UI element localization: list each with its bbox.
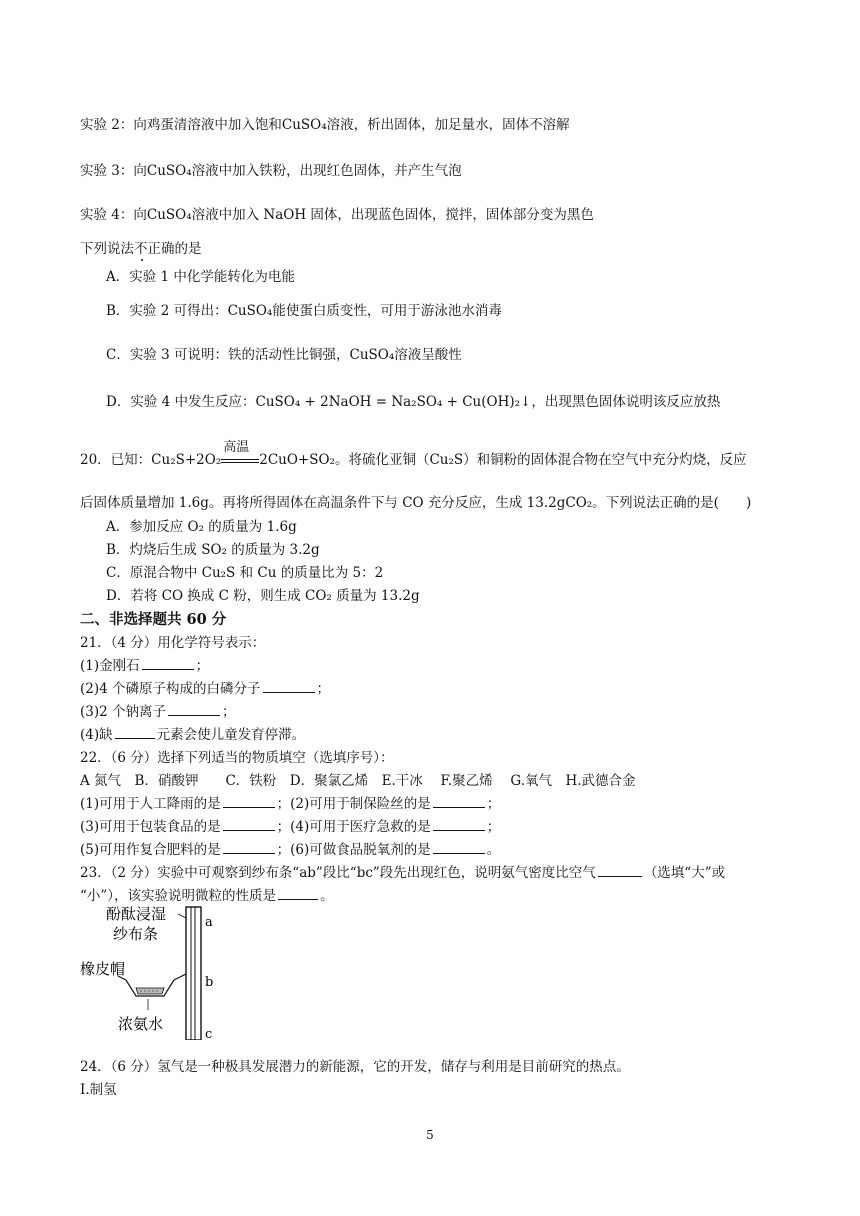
q22-text: 。 xyxy=(486,842,501,858)
q21-item-text: (1)金刚石 xyxy=(80,658,140,674)
q19-equation: D．实验 4 中发生反应：CuSO₄ + 2NaOH = Na₂SO₄ + Cu(OH)₂↓ xyxy=(106,394,532,410)
q23-text: “小”），该实验说明微粒的性质是 xyxy=(80,888,277,904)
experiment-2: 实验 2：向鸡蛋清溶液中加入饱和CuSO₄溶液，析出固体，加足量水，固体不溶解 xyxy=(80,117,570,133)
q19-option-b: B．实验 2 可得出：CuSO₄能使蛋白质变性，可用于游泳池水消毒 xyxy=(106,303,502,319)
answer-blank xyxy=(433,795,485,808)
q19-stem xyxy=(80,240,202,258)
point-c-label: c xyxy=(205,1027,213,1040)
q23-text: （选填“大”或 xyxy=(643,865,726,881)
q19-option-c: C．实验 3 可说明：铁的活动性比铜强，CuSO₄溶液呈酸性 xyxy=(106,347,462,363)
q21-item-end: 元素会使儿童发育停滞。 xyxy=(156,727,306,743)
q23-text: 。 xyxy=(320,888,334,904)
q20-reaction-arrow xyxy=(221,439,259,468)
q19-d-tail: ，出现黑色固体说明该反应放热 xyxy=(531,394,721,410)
answer-blank xyxy=(433,841,485,854)
q23-line-1 xyxy=(80,864,725,882)
answer-blank xyxy=(168,703,220,716)
answer-blank xyxy=(278,887,318,900)
q21-item-text: (4)缺 xyxy=(80,727,113,743)
q22-text: (5)可用作复合肥料的是 xyxy=(80,842,221,858)
q20-equation-left: 20．已知：Cu₂S+2O₂ xyxy=(80,452,222,468)
answer-blank xyxy=(223,841,275,854)
q20-option-c: C．原混合物中 Cu₂S 和 Cu 的质量比为 5：2 xyxy=(106,565,384,581)
q21-item-2 xyxy=(80,680,330,698)
point-b-label: b xyxy=(205,975,214,990)
q24-part-1: I.制氢 xyxy=(80,1082,117,1098)
answer-blank xyxy=(598,864,642,877)
section-heading: 二、非选择题共 60 分 xyxy=(80,611,227,628)
q20-condition: 高温 xyxy=(223,439,250,455)
q21-item-1 xyxy=(80,657,209,675)
ammonia-diffusion-figure xyxy=(78,904,228,1040)
q21-item-4 xyxy=(80,726,305,744)
q21-item-end: ； xyxy=(195,658,210,674)
q19-emphasis: 不 xyxy=(134,241,148,257)
q22-text: ； xyxy=(486,819,501,835)
q22-row-3 xyxy=(80,841,500,859)
q20-option-b: B．灼烧后生成 SO₂ 的质量为 3.2g xyxy=(106,542,320,558)
q20-equation-right: 2CuO+SO₂。将硫化亚铜（Cu₂S）和铜粉的固体混合物在空气中充分灼烧，反应 xyxy=(259,452,747,468)
q19-option-d xyxy=(106,393,720,411)
experiment-4: 实验 4：向CuSO₄溶液中加入 NaOH 固体，出现蓝色固体，搅拌，固体部分变为黑色 xyxy=(80,207,594,223)
experiment-3: 实验 3：向CuSO₄溶液中加入铁粉，出现红色固体，并产生气泡 xyxy=(80,163,462,179)
q19-stem-part: 下列说法 xyxy=(80,241,134,257)
q22-row-1 xyxy=(80,795,500,813)
q22-options: A 氮气 B．硝酸钾 C．铁粉 D．聚氯乙烯 E.干冰 F.聚乙烯 G.氧气 H.武德合金 xyxy=(80,773,636,789)
q20-line-1 xyxy=(80,439,747,469)
q22-text: (1)可用于人工降雨的是 xyxy=(80,796,221,812)
q20-line-2: 后固体质量增加 1.6g。再将所得固体在高温条件下与 CO 充分反应，生成 13.2gCO₂。下列说法正确的是( ) xyxy=(80,495,752,511)
q21-item-end: ； xyxy=(222,704,236,720)
q20-option-d: D．若将 CO 换成 C 粉，则生成 CO₂ 质量为 13.2g xyxy=(106,588,420,604)
figure-label-ammonia: 浓氨水 xyxy=(118,1015,164,1033)
q21-item-3 xyxy=(80,703,236,721)
glass-tube xyxy=(186,907,201,1040)
answer-blank xyxy=(115,726,155,739)
page-number: 5 xyxy=(426,1128,434,1142)
q21-item-text: (2)4 个磷原子构成的白磷分子 xyxy=(80,681,261,697)
figure-label-cap: 橡皮帽 xyxy=(80,960,126,978)
answer-blank xyxy=(433,818,485,831)
q21-stem: 21．（4 分）用化学符号表示： xyxy=(80,635,266,651)
q20-option-a: A．参加反应 O₂ 的质量为 1.6g xyxy=(106,519,297,535)
answer-blank xyxy=(223,818,275,831)
point-a-label: a xyxy=(205,915,213,930)
answer-blank xyxy=(263,680,315,693)
q21-item-end: ； xyxy=(316,681,331,697)
q22-text: ；(4)可用于医疗急救的是 xyxy=(276,819,431,835)
q19-stem-part: 正确的是 xyxy=(147,241,202,257)
q22-stem: 22．（6 分）选择下列适当的物质填空（选填序号）： xyxy=(80,750,394,766)
q21-item-text: (3)2 个钠离子 xyxy=(80,704,167,720)
q23-text: 23．（2 分）实验中可观察到纱布条“ab”段比“bc”段先出现红色，说明氨气密度比空气 xyxy=(80,865,596,881)
q23-line-2 xyxy=(80,887,334,905)
q22-text: ；(2)可用于制保险丝的是 xyxy=(276,796,431,812)
q19-option-a: A．实验 1 中化学能转化为电能 xyxy=(106,269,295,285)
q22-text: (3)可用于包装食品的是 xyxy=(80,819,221,835)
figure-label-gauze-2: 纱布条 xyxy=(113,925,159,943)
q22-row-2 xyxy=(80,818,500,836)
q22-text: ； xyxy=(486,796,501,812)
answer-blank xyxy=(142,657,194,670)
q24-stem: 24．（6 分）氢气是一种极具发展潜力的新能源，它的开发，储存与利用是目前研究的热点。 xyxy=(80,1059,630,1075)
figure-label-gauze-1: 酚酞浸湿 xyxy=(106,905,167,923)
answer-blank xyxy=(223,795,275,808)
q22-text: ；(6)可做食品脱氧剂的是 xyxy=(276,842,431,858)
